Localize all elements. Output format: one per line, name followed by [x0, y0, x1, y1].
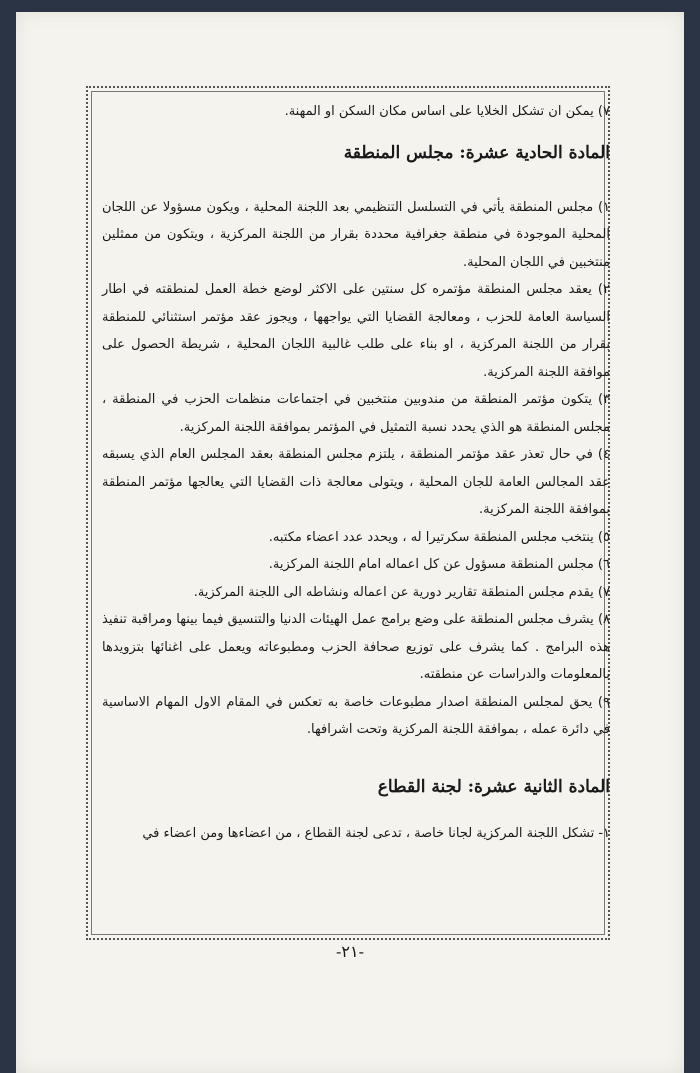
clause-1-sector-committee: ١- تشكل اللجنة المركزية لجانا خاصة ، تدعى لجنة القطاع ، من اعضاءها ومن اعضاء في [142, 825, 610, 841]
page-number: -٢١- [336, 942, 364, 961]
clause-5-secretary: ٥) ينتخب مجلس المنطقة سكرتيرا له ، ويحدد عدد اعضاء مكتبه. [268, 529, 610, 545]
clause-9-publications: ٩) يحق لمجلس المنطقة اصدار مطبوعات خاصة به تعكس في المقام الاول المهام الاساسية في دائرة عمله ، بموافقة اللجنة المركزية وتحت اشرافها. [102, 694, 610, 737]
clause-1-region-council: ١) مجلس المنطقة يأتي في التسلسل التنظيمي بعد اللجنة المحلية ، ويكون مسؤولا عن اللجان المحلية الموجودة في منطقة جغرافية محددة بقرار من اللجنة المركزية ، ويتكون من ممثلين منتخبين في اللجان المحلية. [102, 199, 610, 270]
clause-7-reports: ٧) يقدم مجلس المنطقة تقارير دورية عن اعماله ونشاطه الى اللجنة المركزية. [193, 584, 610, 600]
document-body [102, 98, 610, 847]
clause-7-cells: ٧) يمكن ان تشكل الخلايا على اساس مكان السكن او المهنة. [284, 104, 610, 119]
article-12-heading: المادة الثانية عشرة: لجنة القطاع [377, 776, 610, 797]
clause-2-conference: ٢) يعقد مجلس المنطقة مؤتمره كل سنتين على الاكثر لوضع خطة العمل لمنطقته في اطار السياسة العامة للحزب ، ومعالجة القضايا التي يواجهها ، ويجوز عقد مؤتمر استثنائي للمنطقة بقرار من اللجنة المركزية ، او بناء على طلب غالبية اللجان المحلية ، شريطة الحصول على موافقة اللجنة المركزية. [102, 282, 610, 380]
clause-8-supervision: ٨) يشرف مجلس المنطقة على وضع برامج عمل الهيئات الدنيا والتنسيق فيما بينها ومراقبة تنفيذ هذه البرامج . كما يشرف على توزيع صحافة الحزب ومطبوعاته ويعمل على اغنائها بتزويدها بالمعلومات والدراسات عن منطقته. [102, 612, 610, 682]
article-11-heading: المادة الحادية عشرة: مجلس المنطقة [343, 142, 610, 163]
clause-4-general-council: ٤) في حال تعذر عقد مؤتمر المنطقة ، يلتزم مجلس المنطقة بعقد المجلس العام الذي يسبقه عقد المجالس العامة للجان المحلية ، ويتولى معالجة ذات القضايا التي يعالجها مؤتمر المنطقة بموافقة اللجنة المركزية. [102, 447, 610, 517]
clause-6-responsibility: ٦) مجلس المنطقة مسؤول عن كل اعماله امام اللجنة المركزية. [268, 557, 610, 572]
clause-3-delegates: ٣) يتكون مؤتمر المنطقة من مندوبين منتخبين في اجتماعات منظمات الحزب في المنطقة ، مجلس المنطقة هو الذي يحدد نسبة التمثيل في المؤتمر بموافقة اللجنة المركزية. [102, 392, 610, 435]
